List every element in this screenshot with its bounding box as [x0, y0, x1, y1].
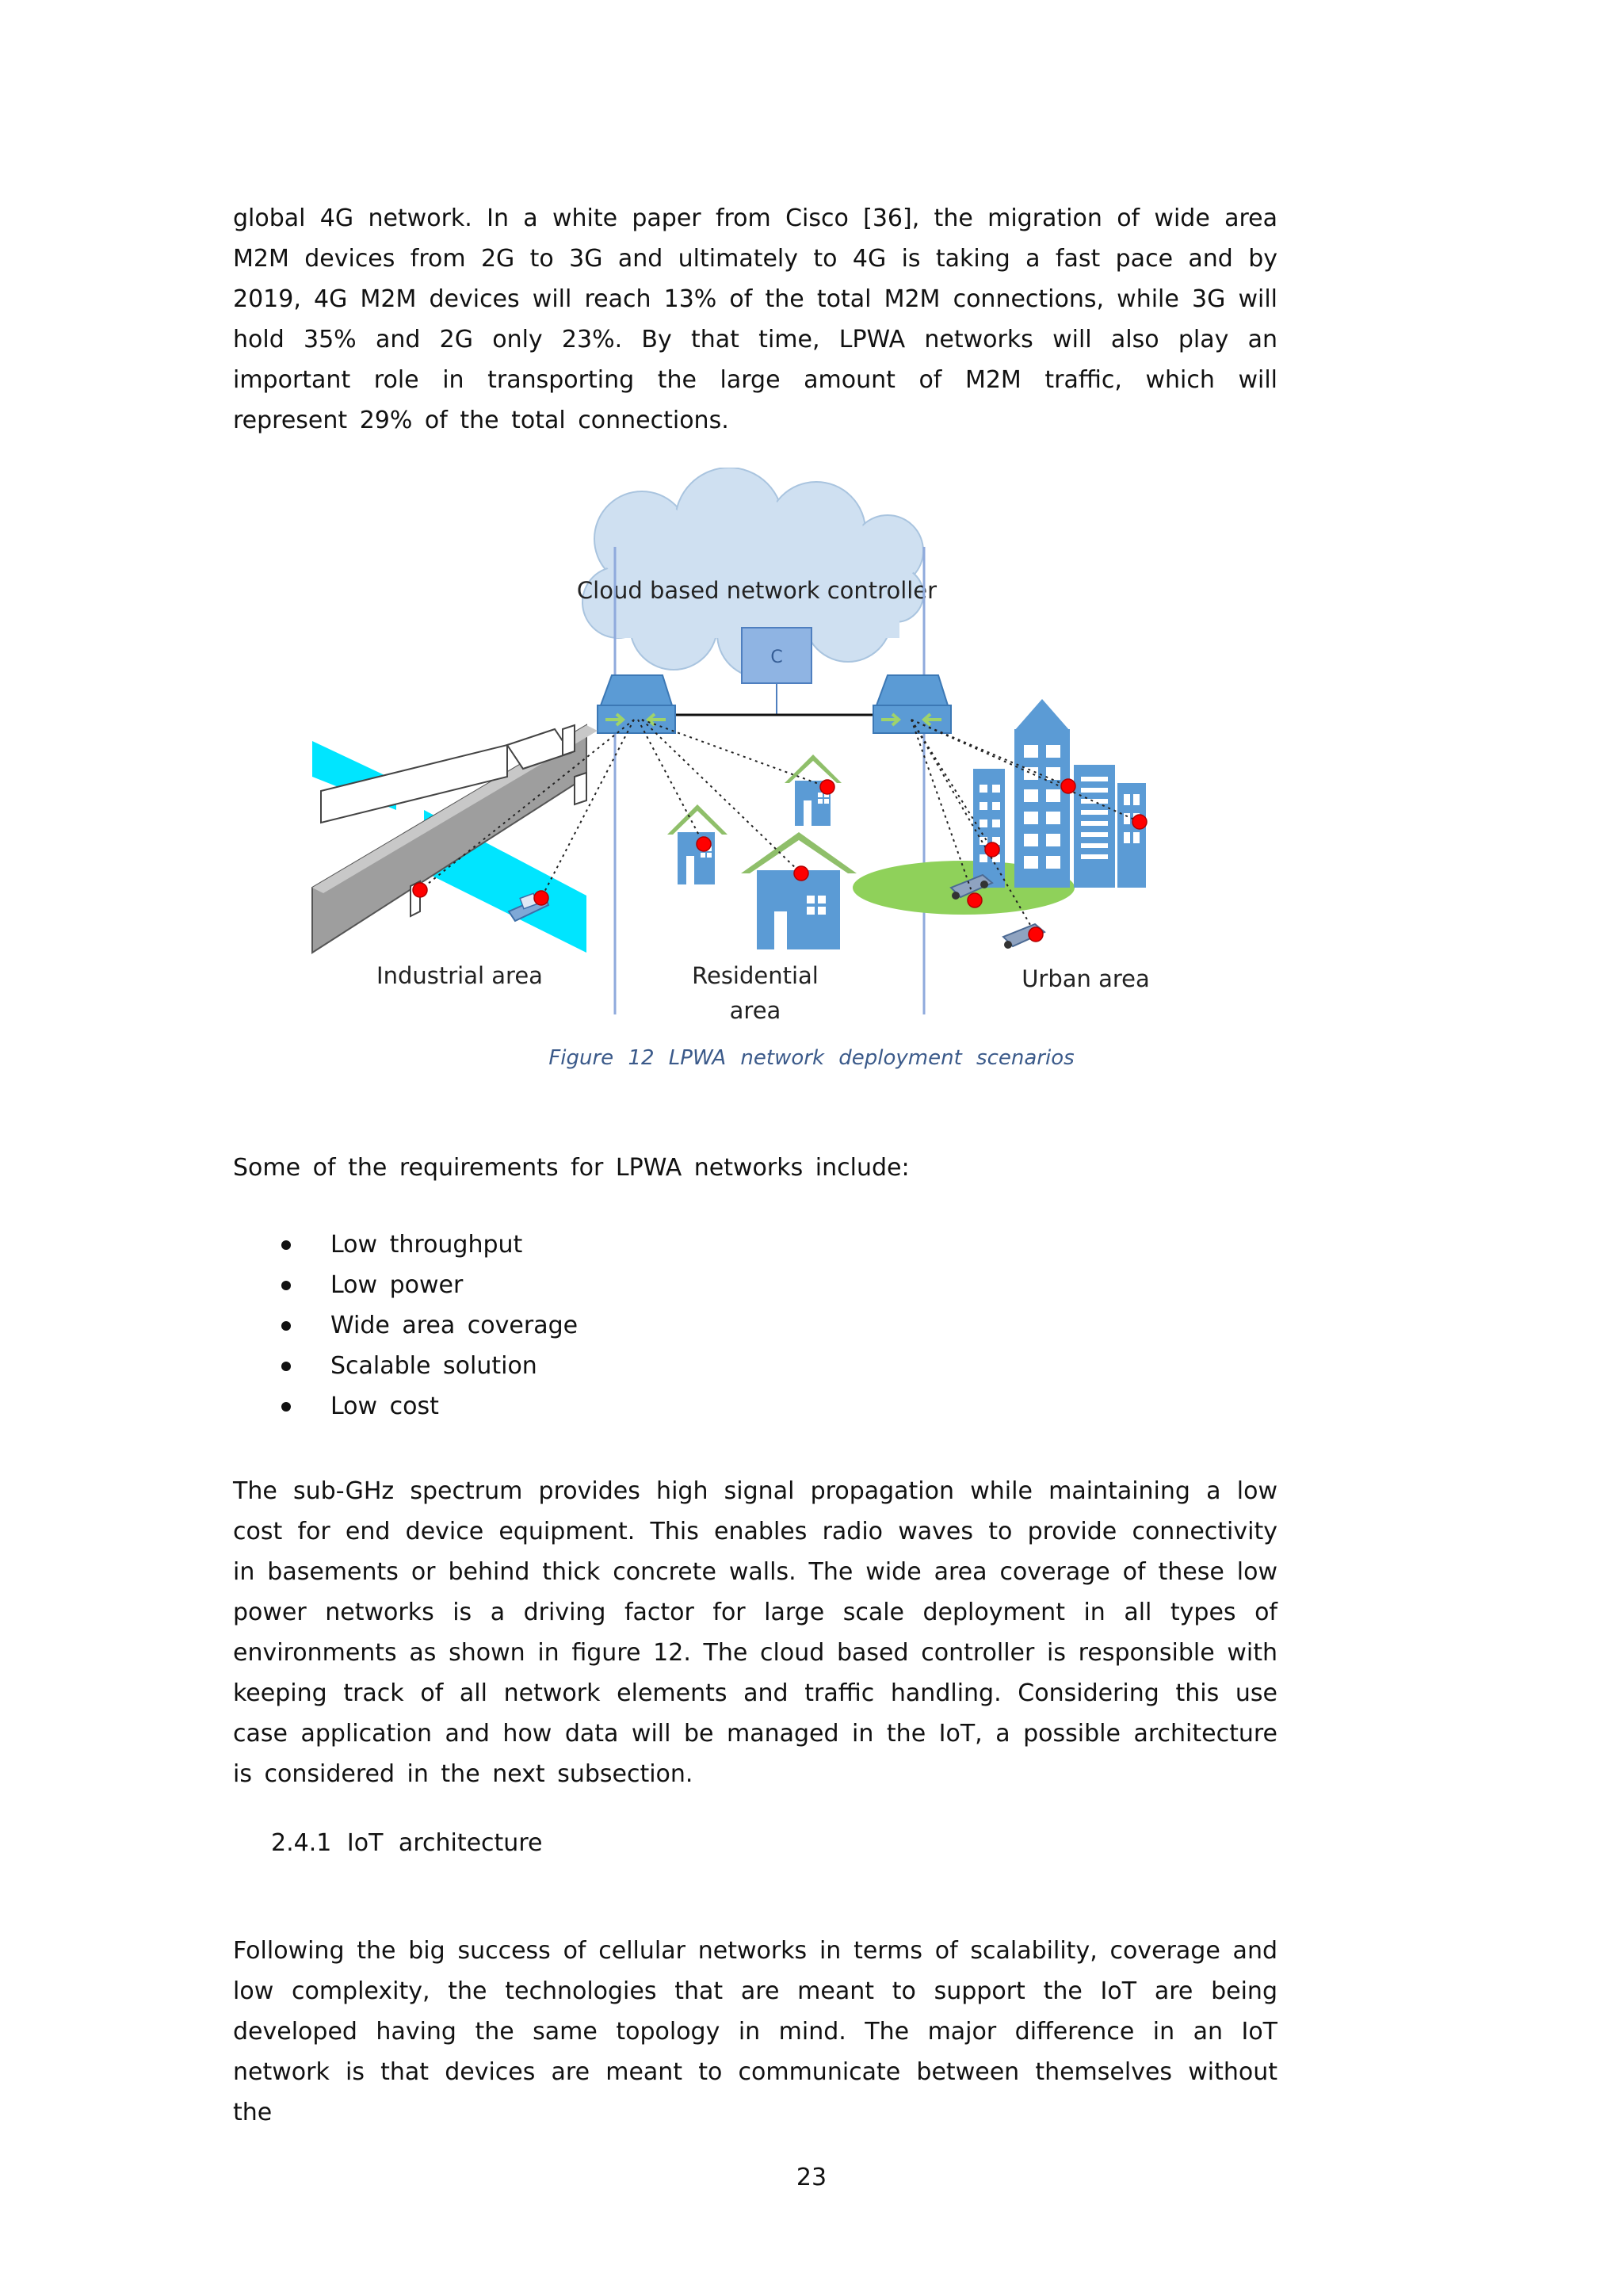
cloud-label: Cloud based network controller — [576, 577, 938, 604]
lpwa-diagram — [301, 468, 1220, 1038]
list-item: Low cost — [281, 1386, 578, 1427]
house-large — [741, 832, 857, 949]
industrial-area-label: Industrial area — [376, 962, 543, 989]
list-item: Wide area coverage — [281, 1305, 578, 1346]
urban-scene — [853, 699, 1146, 949]
requirements-list — [281, 1224, 578, 1427]
gateway-left — [598, 675, 675, 733]
gateway-right — [873, 675, 951, 733]
bullet-icon — [281, 1240, 291, 1250]
list-item: Low power — [281, 1265, 578, 1305]
list-item: Low throughput — [281, 1224, 578, 1265]
paragraph-architecture: Following the big success of cellular networks in terms of scalability, coverage and low complexity, the technologies that are meant to support the IoT are being developed having the same topology in mind. The major difference in an IoT network is that devices are meant to communicate between themselves without the — [233, 1937, 1277, 2126]
bullet-icon — [281, 1281, 291, 1290]
bullet-icon — [281, 1402, 291, 1412]
paragraph-intro: global 4G network. In a white paper from Cisco [36], the migration of wide area M2M devices from 2G to 3G and ultimately to 4G is taking a fast pace and by 2019, 4G M2M devices will reach 13% of the total M2M connections, while 3G will hold 35% and 2G only 23%. By that time, LPWA networks will also play an important role in transporting the large amount of M2M traffic, which will represent 29% of the total connections. — [233, 204, 1277, 434]
bullet-icon — [281, 1321, 291, 1331]
residential-area-label-2: area — [729, 997, 781, 1024]
subsection-heading: 2.4.1 IoT architecture — [271, 1829, 543, 1857]
lpwa-deployment-figure — [301, 468, 1220, 1038]
bullet-icon — [281, 1362, 291, 1371]
residential-area-label-1: Residential — [692, 962, 819, 989]
paragraph-requirements-intro: Some of the requirements for LPWA networks include: — [233, 1154, 910, 1182]
industrial-scene — [312, 725, 598, 953]
paragraph-subghz: The sub-GHz spectrum provides high signal propagation while maintaining a low cost for end device equipment. This enables radio waves to provide connectivity in basements or behind thick concrete walls. The wide area coverage of these low power networks is a driving factor for large scale deployment in all types of environments as shown in figure 12. The cloud based controller is responsible with keeping track of all network elements and traffic handling. Considering this use case application and how data will be managed in the IoT, a possible architecture is considered in the next subsection. — [233, 1477, 1277, 1788]
controller-label: C — [770, 648, 783, 667]
urban-area-label: Urban area — [1022, 965, 1150, 992]
list-item: Scalable solution — [281, 1346, 578, 1386]
figure-caption: Figure 12 LPWA network deployment scenarios — [548, 1046, 1075, 1070]
page-number: 23 — [796, 2164, 827, 2191]
